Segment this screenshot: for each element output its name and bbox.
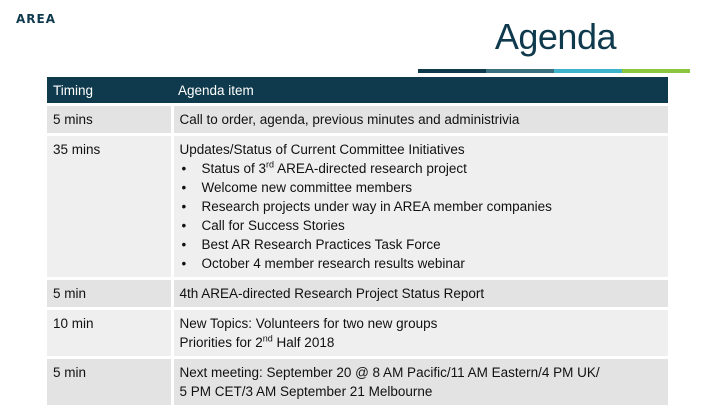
item-cell bbox=[172, 309, 668, 358]
timing-cell: 35 mins bbox=[47, 135, 172, 279]
bullet-icon: • bbox=[181, 256, 187, 271]
table-row bbox=[47, 105, 668, 135]
timing-cell: 10 min bbox=[47, 309, 172, 358]
item-cell bbox=[172, 358, 668, 407]
table-row bbox=[47, 358, 668, 407]
item-line: Next meeting: September 20 @ 8 AM Pacific/11 AM Eastern/4 PM UK/ bbox=[179, 365, 600, 380]
list-item-text: AREA-directed research project bbox=[274, 161, 467, 176]
accent-bar bbox=[418, 69, 690, 73]
table-row bbox=[47, 279, 668, 309]
item-line: 5 PM CET/3 AM September 21 Melbourne bbox=[179, 384, 433, 399]
item-cell: Call to order, agenda, previous minutes and administrivia bbox=[172, 105, 668, 135]
accent-segment-3 bbox=[554, 69, 622, 73]
item-cell bbox=[172, 135, 668, 279]
accent-segment-4 bbox=[622, 69, 690, 73]
timing-cell: 5 min bbox=[47, 279, 172, 309]
accent-segment-2 bbox=[486, 69, 554, 73]
accent-segment-1 bbox=[418, 69, 486, 73]
bullet-list bbox=[180, 159, 663, 273]
item-cell: 4th AREA-directed Research Project Status Report bbox=[172, 279, 668, 309]
area-logo: AREA bbox=[16, 12, 57, 26]
item-line: New Topics: Volunteers for two new groups bbox=[179, 316, 438, 331]
list-item bbox=[180, 197, 663, 216]
item-heading: Updates/Status of Current Committee Initiatives bbox=[179, 142, 465, 157]
list-item-text: Best AR Research Practices Task Force bbox=[201, 237, 441, 252]
list-item bbox=[180, 178, 663, 197]
timing-cell: 5 min bbox=[47, 358, 172, 407]
ordinal-suffix: rd bbox=[266, 159, 275, 170]
table-row bbox=[47, 135, 668, 279]
bullet-icon: • bbox=[181, 161, 187, 176]
list-item-text: Welcome new committee members bbox=[201, 180, 413, 195]
item-text: Priorities for 2 bbox=[179, 335, 263, 350]
bullet-icon: • bbox=[181, 218, 187, 233]
table-header-row bbox=[47, 77, 668, 105]
item-line bbox=[180, 333, 663, 352]
timing-cell: 5 mins bbox=[47, 105, 172, 135]
list-item-text: Call for Success Stories bbox=[201, 218, 345, 233]
list-item-text: October 4 member research results webinar bbox=[201, 256, 465, 271]
header-agenda-item: Agenda item bbox=[172, 77, 668, 105]
bullet-icon: • bbox=[181, 199, 187, 214]
bullet-icon: • bbox=[181, 237, 187, 252]
header-timing: Timing bbox=[47, 77, 172, 105]
item-text: Half 2018 bbox=[272, 335, 335, 350]
ordinal-suffix: nd bbox=[262, 333, 273, 344]
page-title: Agenda bbox=[494, 16, 616, 57]
list-item-text: Status of 3 bbox=[201, 161, 267, 176]
list-item bbox=[180, 254, 663, 273]
list-item-text: Research projects under way in AREA member companies bbox=[201, 199, 552, 214]
table-row bbox=[47, 309, 668, 358]
list-item bbox=[180, 159, 663, 178]
list-item bbox=[180, 216, 663, 235]
agenda-table bbox=[47, 77, 668, 408]
list-item bbox=[180, 235, 663, 254]
bullet-icon: • bbox=[181, 180, 187, 195]
